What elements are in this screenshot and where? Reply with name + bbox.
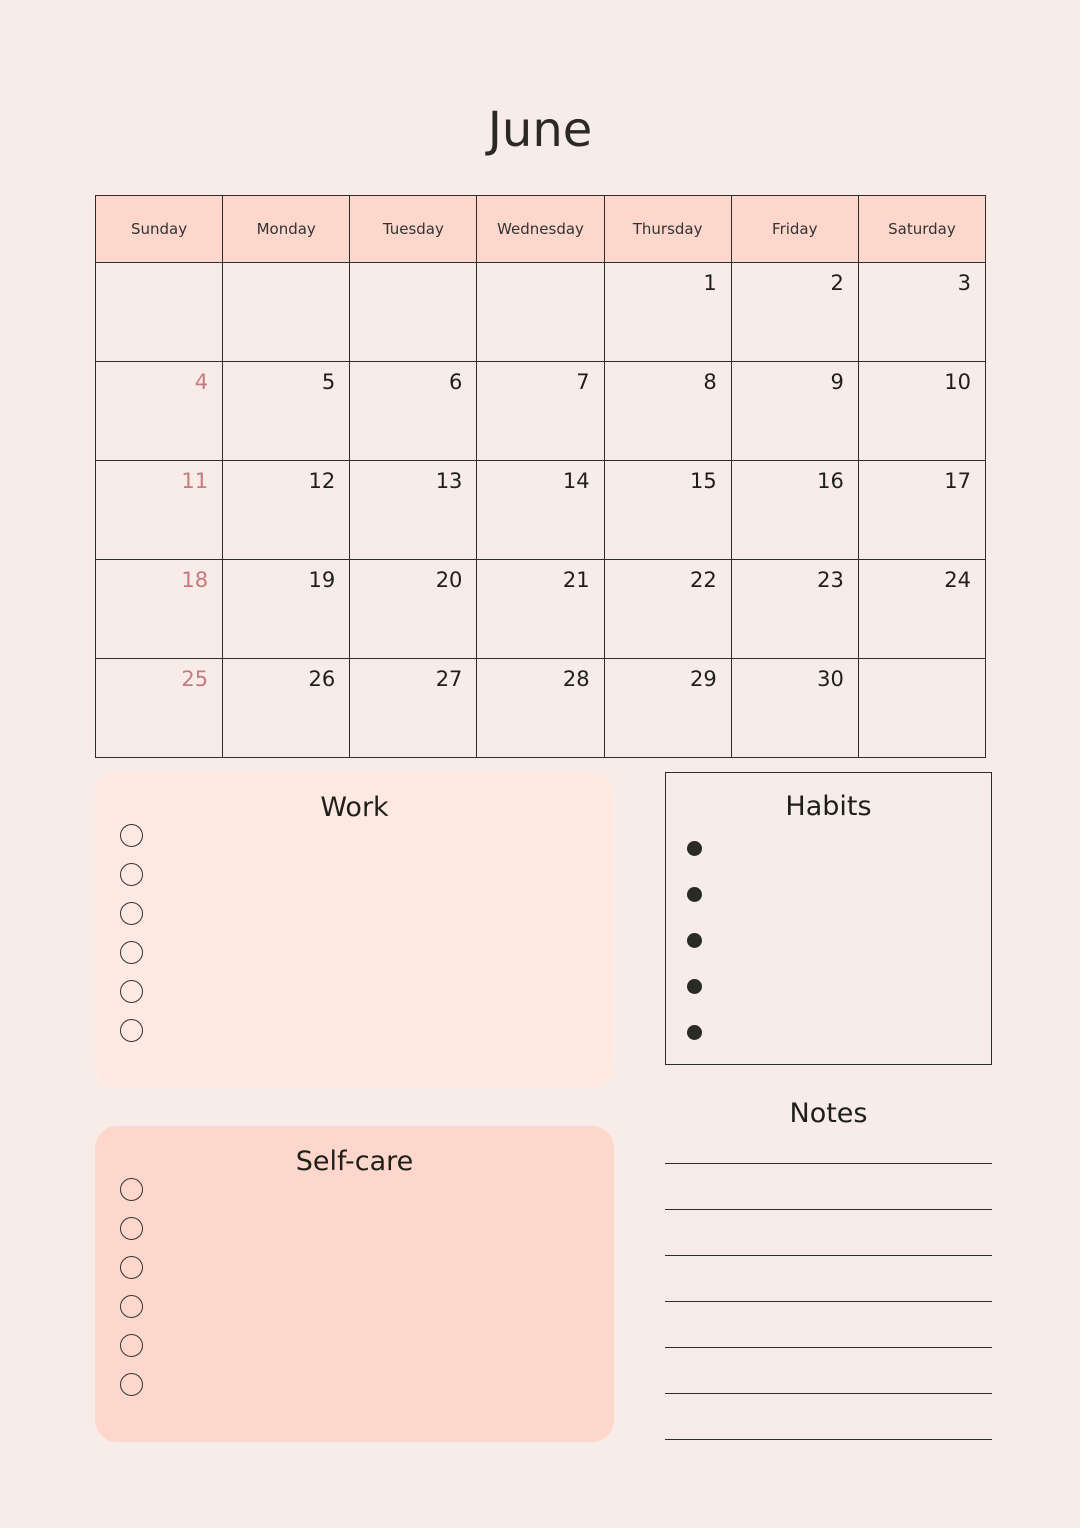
habit-bullet-icon <box>687 933 702 948</box>
notes-line[interactable] <box>665 1439 992 1440</box>
weekday-header-monday: Monday <box>223 196 350 263</box>
habit-bullet-icon <box>687 841 702 856</box>
calendar-day-cell[interactable]: 20 <box>350 560 477 659</box>
calendar-week-row <box>96 362 986 461</box>
habits-list <box>687 841 702 1071</box>
calendar-empty-cell[interactable] <box>350 263 477 362</box>
calendar-day-cell[interactable]: 13 <box>350 461 477 560</box>
calendar-day-cell[interactable]: 30 <box>731 659 858 758</box>
habit-bullet-icon <box>687 887 702 902</box>
notes-line[interactable] <box>665 1255 992 1256</box>
calendar-empty-cell[interactable] <box>223 263 350 362</box>
calendar-grid <box>95 195 986 758</box>
calendar-day-cell[interactable]: 14 <box>477 461 604 560</box>
calendar-day-cell[interactable]: 15 <box>604 461 731 560</box>
work-checkbox[interactable] <box>120 824 143 847</box>
calendar-day-cell[interactable]: 27 <box>350 659 477 758</box>
calendar-week-row <box>96 659 986 758</box>
calendar-day-cell[interactable]: 17 <box>858 461 985 560</box>
calendar-day-cell[interactable]: 1 <box>604 263 731 362</box>
work-checkbox[interactable] <box>120 1019 143 1042</box>
selfcare-checkbox[interactable] <box>120 1256 143 1279</box>
calendar-week-row <box>96 263 986 362</box>
calendar-day-cell[interactable]: 7 <box>477 362 604 461</box>
notes-line[interactable] <box>665 1301 992 1302</box>
weekday-header-sunday: Sunday <box>96 196 223 263</box>
work-checklist <box>120 824 143 1058</box>
habits-panel <box>665 772 992 1065</box>
calendar-empty-cell[interactable] <box>858 659 985 758</box>
calendar-day-cell[interactable]: 21 <box>477 560 604 659</box>
calendar-day-cell[interactable]: 19 <box>223 560 350 659</box>
notes-line[interactable] <box>665 1163 992 1164</box>
calendar-day-cell[interactable]: 11 <box>96 461 223 560</box>
calendar-day-cell[interactable]: 16 <box>731 461 858 560</box>
work-panel <box>95 772 614 1088</box>
selfcare-checkbox[interactable] <box>120 1295 143 1318</box>
selfcare-checkbox[interactable] <box>120 1373 143 1396</box>
selfcare-checklist <box>120 1178 143 1412</box>
month-title: June <box>487 102 593 158</box>
notes-title: Notes <box>789 1098 868 1129</box>
calendar-day-cell[interactable]: 18 <box>96 560 223 659</box>
selfcare-checkbox[interactable] <box>120 1334 143 1357</box>
habits-title: Habits <box>785 791 872 822</box>
calendar-day-cell[interactable]: 4 <box>96 362 223 461</box>
selfcare-title: Self-care <box>295 1146 414 1177</box>
calendar-day-cell[interactable]: 28 <box>477 659 604 758</box>
weekday-header-row <box>96 196 986 263</box>
work-title: Work <box>320 792 389 823</box>
work-checkbox[interactable] <box>120 941 143 964</box>
notes-line[interactable] <box>665 1393 992 1394</box>
calendar-day-cell[interactable]: 2 <box>731 263 858 362</box>
calendar-day-cell[interactable]: 10 <box>858 362 985 461</box>
calendar-day-cell[interactable]: 25 <box>96 659 223 758</box>
calendar-empty-cell[interactable] <box>96 263 223 362</box>
calendar-day-cell[interactable]: 29 <box>604 659 731 758</box>
weekday-header-friday: Friday <box>731 196 858 263</box>
calendar-day-cell[interactable]: 8 <box>604 362 731 461</box>
calendar-week-row <box>96 560 986 659</box>
selfcare-checkbox[interactable] <box>120 1217 143 1240</box>
notes-lines <box>665 1163 992 1485</box>
calendar-day-cell[interactable]: 22 <box>604 560 731 659</box>
work-checkbox[interactable] <box>120 902 143 925</box>
calendar-day-cell[interactable]: 23 <box>731 560 858 659</box>
weekday-header-wednesday: Wednesday <box>477 196 604 263</box>
calendar-day-cell[interactable]: 12 <box>223 461 350 560</box>
weekday-header-tuesday: Tuesday <box>350 196 477 263</box>
selfcare-panel <box>95 1126 614 1442</box>
calendar-day-cell[interactable]: 24 <box>858 560 985 659</box>
calendar-day-cell[interactable]: 6 <box>350 362 477 461</box>
calendar-day-cell[interactable]: 5 <box>223 362 350 461</box>
calendar-day-cell[interactable]: 9 <box>731 362 858 461</box>
selfcare-checkbox[interactable] <box>120 1178 143 1201</box>
calendar-day-cell[interactable]: 26 <box>223 659 350 758</box>
weekday-header-thursday: Thursday <box>604 196 731 263</box>
work-checkbox[interactable] <box>120 980 143 1003</box>
calendar-day-cell[interactable]: 3 <box>858 263 985 362</box>
weekday-header-saturday: Saturday <box>858 196 985 263</box>
notes-line[interactable] <box>665 1209 992 1210</box>
calendar-empty-cell[interactable] <box>477 263 604 362</box>
habit-bullet-icon <box>687 1025 702 1040</box>
habit-bullet-icon <box>687 979 702 994</box>
calendar-week-row <box>96 461 986 560</box>
work-checkbox[interactable] <box>120 863 143 886</box>
notes-line[interactable] <box>665 1347 992 1348</box>
